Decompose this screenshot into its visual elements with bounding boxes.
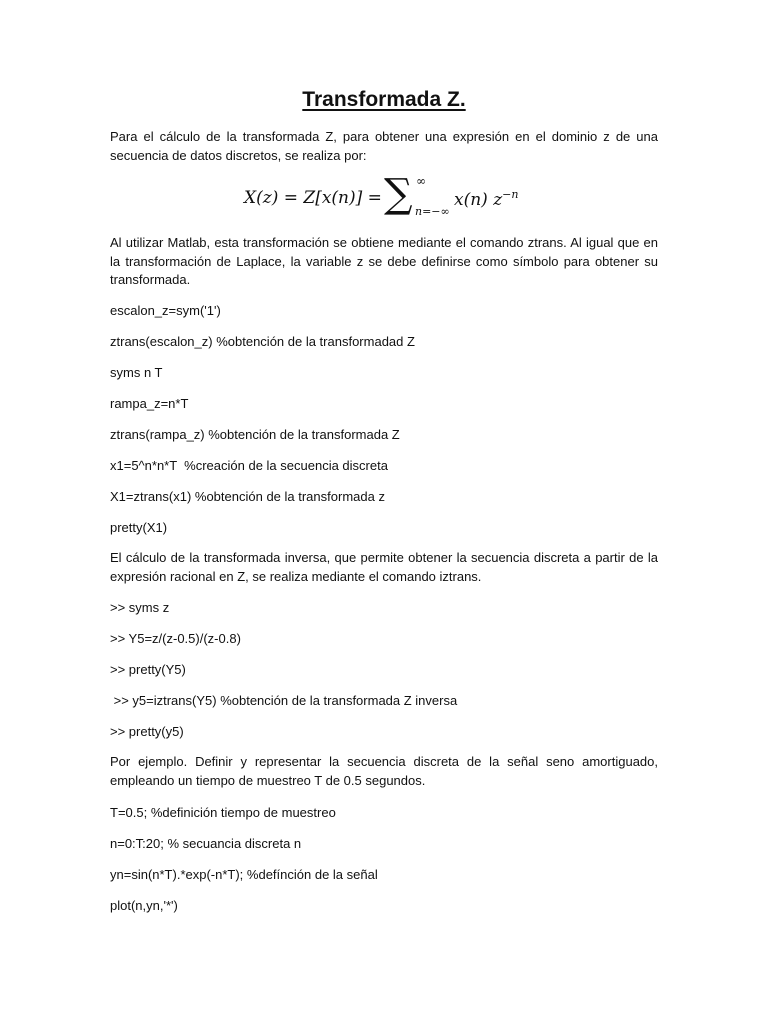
summation-symbol: ∑ [384,171,413,217]
summation-upper-limit: ∞ [416,174,426,188]
code-line: x1=5^n*n*T %creación de la secuencia discreta [110,458,388,473]
code-line: T=0.5; %definición tiempo de muestreo [110,805,336,820]
code-line: X1=ztrans(x1) %obtención de la transformada z [110,489,385,504]
code-line: ztrans(escalon_z) %obtención de la transformadad Z [110,334,415,349]
code-line: plot(n,yn,'*') [110,898,178,913]
code-line: >> Y5=z/(z-0.5)/(z-0.8) [110,631,241,646]
code-line: >> pretty(Y5) [110,662,186,677]
summation-lower-limit: n=−∞ [415,205,450,218]
formula-rhs [454,188,518,210]
formula-rhs-exponent: −n [502,188,519,201]
matlab-paragraph: Al utilizar Matlab, esta transformación se obtiene mediante el comando ztrans. Al igual que en la transformación de Laplace, la variable z se debe definirse como símbolo para obtener su transformada. [110,235,658,287]
code-line: >> syms z [110,600,170,615]
inverse-paragraph: El cálculo de la transformada inversa, que permite obtener la secuencia discreta a partir de la expresión racional en Z, se realiza mediante el comando iztrans. [110,550,658,584]
code-line: >> pretty(y5) [110,724,184,739]
code-line: >> y5=iztrans(Y5) %obtención de la transformada Z inversa [110,693,458,708]
code-line: ztrans(rampa_z) %obtención de la transformada Z [110,427,400,442]
code-line: n=0:T:20; % secuancia discreta n [110,836,302,851]
code-line: syms n T [110,365,163,380]
page-title: Transformada Z. [302,88,466,111]
example-paragraph: Por ejemplo. Definir y representar la secuencia discreta de la señal seno amortiguado, empleando un tiempo de muestreo T de 0.5 segundos. [110,754,658,788]
z-transform-formula [0,172,768,222]
code-line: yn=sin(n*T).*exp(-n*T); %defínción de la señal [110,867,378,882]
code-line: escalon_z=sym('1') [110,303,221,318]
formula-lhs: X(z) = Z[x(n)] = [244,188,382,208]
code-line: pretty(X1) [110,520,168,535]
intro-paragraph: Para el cálculo de la transformada Z, para obtener una expresión en el dominio z de una secuencia de datos discretos, se realiza por: [110,129,658,163]
formula-rhs-base: x(n) z [454,190,503,210]
code-line: rampa_z=n*T [110,396,189,411]
